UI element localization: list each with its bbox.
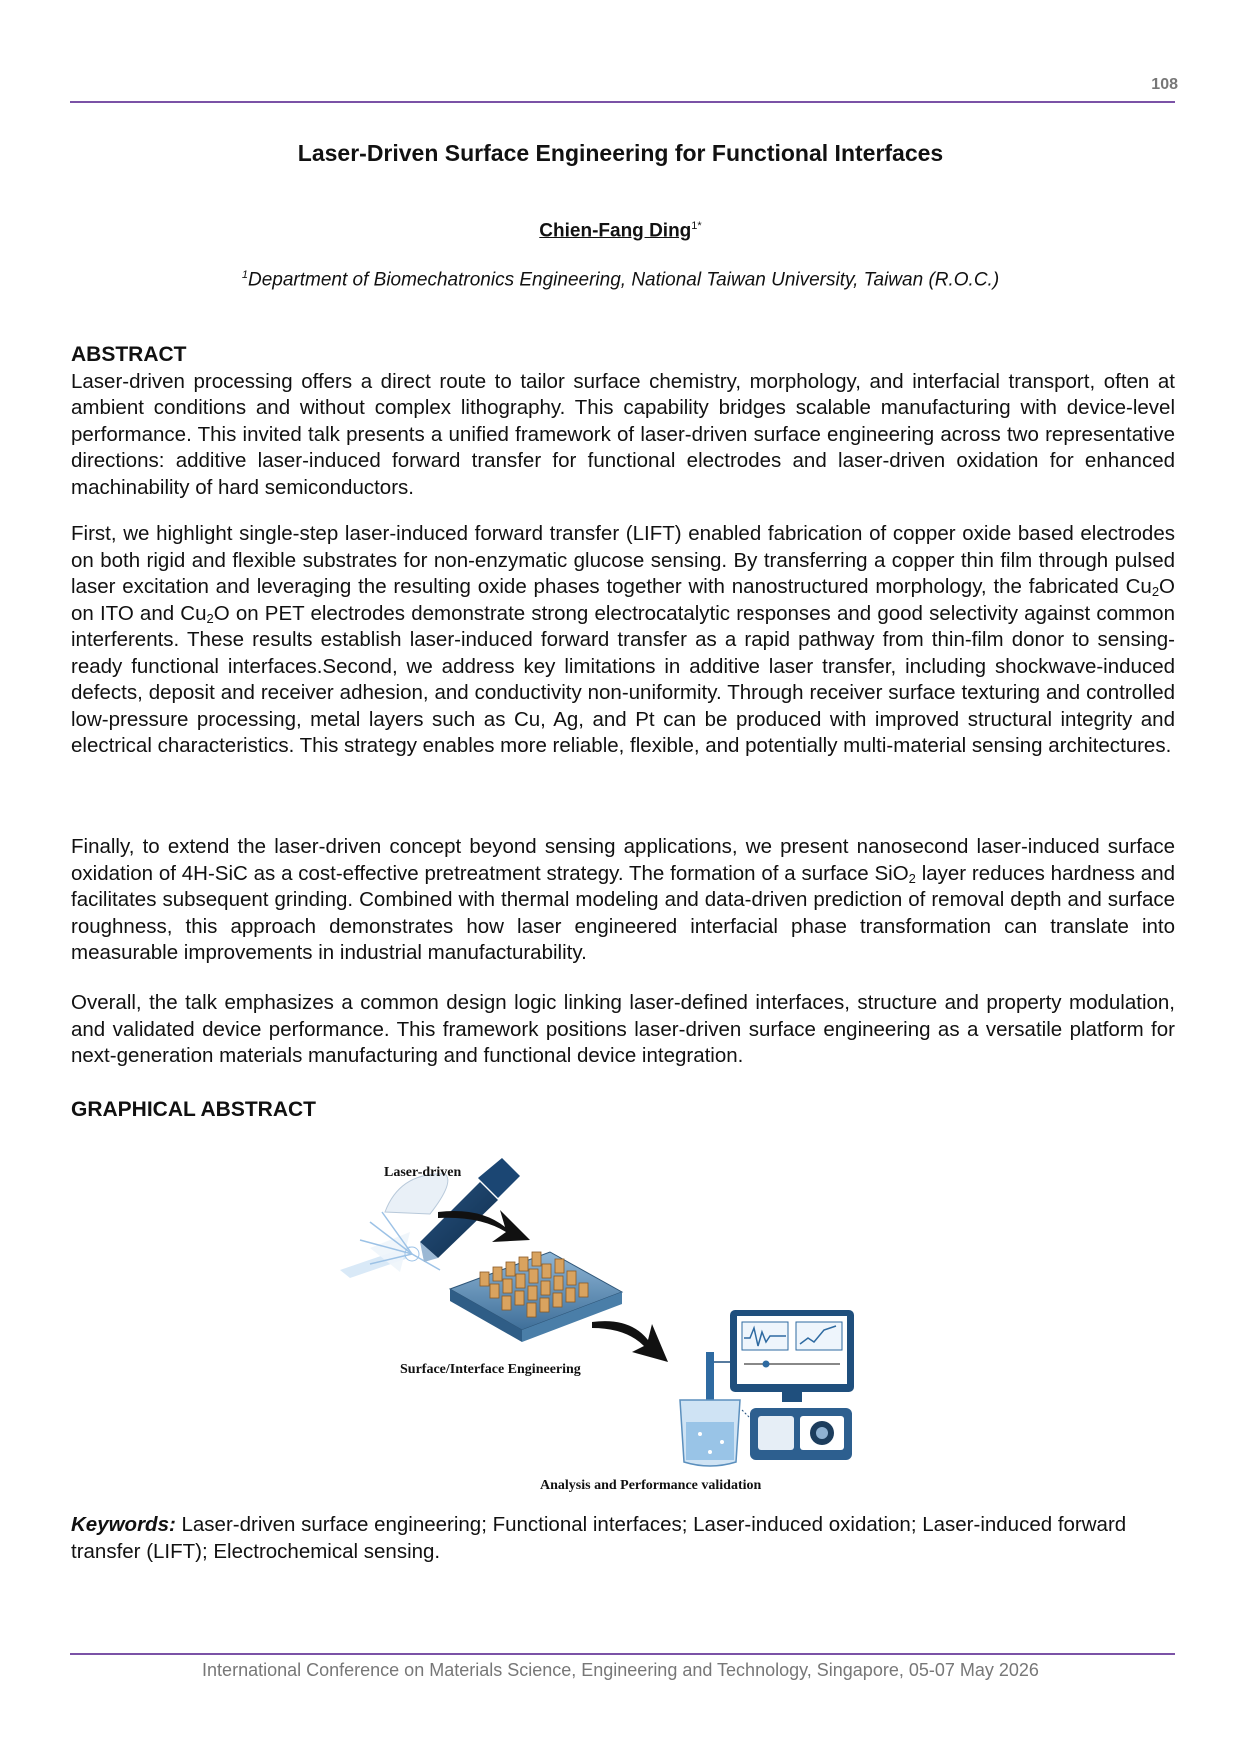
abstract-paragraph-4 xyxy=(71,990,1175,1070)
arrow-icon xyxy=(592,1321,668,1362)
figure-label-laser-driven: Laser-driven xyxy=(384,1165,462,1180)
footer-rule xyxy=(70,1653,1175,1655)
abstract-paragraph-3 xyxy=(71,834,1175,967)
p2-text-a: First, we highlight single-step laser-induced forward transfer (LIFT) enabled fabrication of copper oxide based electrodes on both rigid and flexible substrates for non-enzymatic glucose sensing. By transferring a copper thin film through pulsed laser excitation and leveraging the resulting oxide phases together with nanostructured morphology, the fabricated Cu xyxy=(71,522,1175,598)
header-rule xyxy=(70,101,1175,103)
figure-label-surface-interface: Surface/Interface Engineering xyxy=(400,1362,581,1377)
graphical-abstract-heading: GRAPHICAL ABSTRACT xyxy=(71,1098,316,1121)
author-name: Chien-Fang Ding xyxy=(539,220,692,242)
abstract-paragraph-4-text: Overall, the talk emphasizes a common design logic linking laser-defined interfaces, structure and property modulation, and validated device performance. This framework positions laser-driven surface engineering as a versatile platform for next-generation materials manufacturing and functional device integration. xyxy=(71,991,1175,1067)
affiliation xyxy=(0,269,1241,291)
p2-subscript-2: 2 xyxy=(206,610,214,626)
potentiostat-icon xyxy=(742,1408,852,1460)
affiliation-superscript: 1 xyxy=(241,269,248,281)
keywords xyxy=(71,1512,1175,1565)
paper-title: Laser-Driven Surface Engineering for Functional Interfaces xyxy=(297,140,944,166)
textured-substrate-icon xyxy=(450,1252,622,1342)
p3-text-b: layer reduces hardness and facilitates subsequent grinding. Combined with thermal modeling and data-driven prediction of removal depth and surface roughness, this approach demonstrates how laser engineered interfacial phase transformation can translate into measurable improvements in industrial manufacturability. xyxy=(71,861,1175,964)
p3-subscript: 2 xyxy=(908,870,916,886)
p3-text-a: Finally, to extend the laser-driven concept beyond sensing applications, we present nanosecond laser-induced surface oxidation of 4H-SiC as a cost-effective pretreatment strategy. The formation of a surface SiO xyxy=(71,835,1175,885)
abstract-heading: ABSTRACT xyxy=(71,343,187,366)
page-number: 108 xyxy=(1151,76,1178,93)
graphical-abstract-figure xyxy=(330,1152,920,1497)
abstract-paragraph-1: Laser-driven processing offers a direct route to tailor surface chemistry, morphology, and interfacial transport, often at ambient conditions and without complex lithography. This capability bridges scalable manufacturing with device-level performance. This invited talk presents a unified framework of laser-driven surface engineering across two representative directions: additive laser-induced forward transfer for functional electrodes and laser-driven oxidation for enhanced machinability of hard semiconductors. xyxy=(71,369,1175,499)
p2-text-c: O on PET electrodes demonstrate strong electrocatalytic responses and good selectivity against common interferents. These results establish laser-induced forward transfer as a rapid pathway from thin-film donor to sensing-ready functional interfaces.Second, we address key limitations in additive laser transfer, including shockwave-induced defects, deposit and receiver adhesion, and conductivity non-uniformity. Through receiver surface texturing and controlled low-pressure processing, metal layers such as Cu, Ag, and Pt can be produced with improved structural integrity and electrical characteristics. This strategy enables more reliable, flexible, and potentially multi-material sensing architectures. xyxy=(71,601,1175,757)
footer-text: International Conference on Materials Science, Engineering and Technology, Singapore, 05-07 May 2026 xyxy=(202,1660,1039,1680)
author-line xyxy=(0,220,1241,242)
keywords-text: Laser-driven surface engineering; Functional interfaces; Laser-induced oxidation; Laser-induced forward transfer (LIFT); Electrochemical sensing. xyxy=(71,1513,1127,1563)
monitor-icon xyxy=(730,1310,854,1402)
abstract-section xyxy=(71,342,1175,501)
abstract-paragraph-2 xyxy=(71,521,1175,760)
p2-subscript-1: 2 xyxy=(1151,584,1160,599)
figure-label-analysis: Analysis and Performance validation xyxy=(540,1478,762,1493)
keywords-label: Keywords: xyxy=(71,1513,176,1536)
author-superscript: 1* xyxy=(691,220,702,232)
affiliation-text: Department of Biomechatronics Engineering, National Taiwan University, Taiwan (R.O.C.) xyxy=(247,269,1000,291)
p2-text-b: O on ITO and Cu xyxy=(71,575,1175,625)
